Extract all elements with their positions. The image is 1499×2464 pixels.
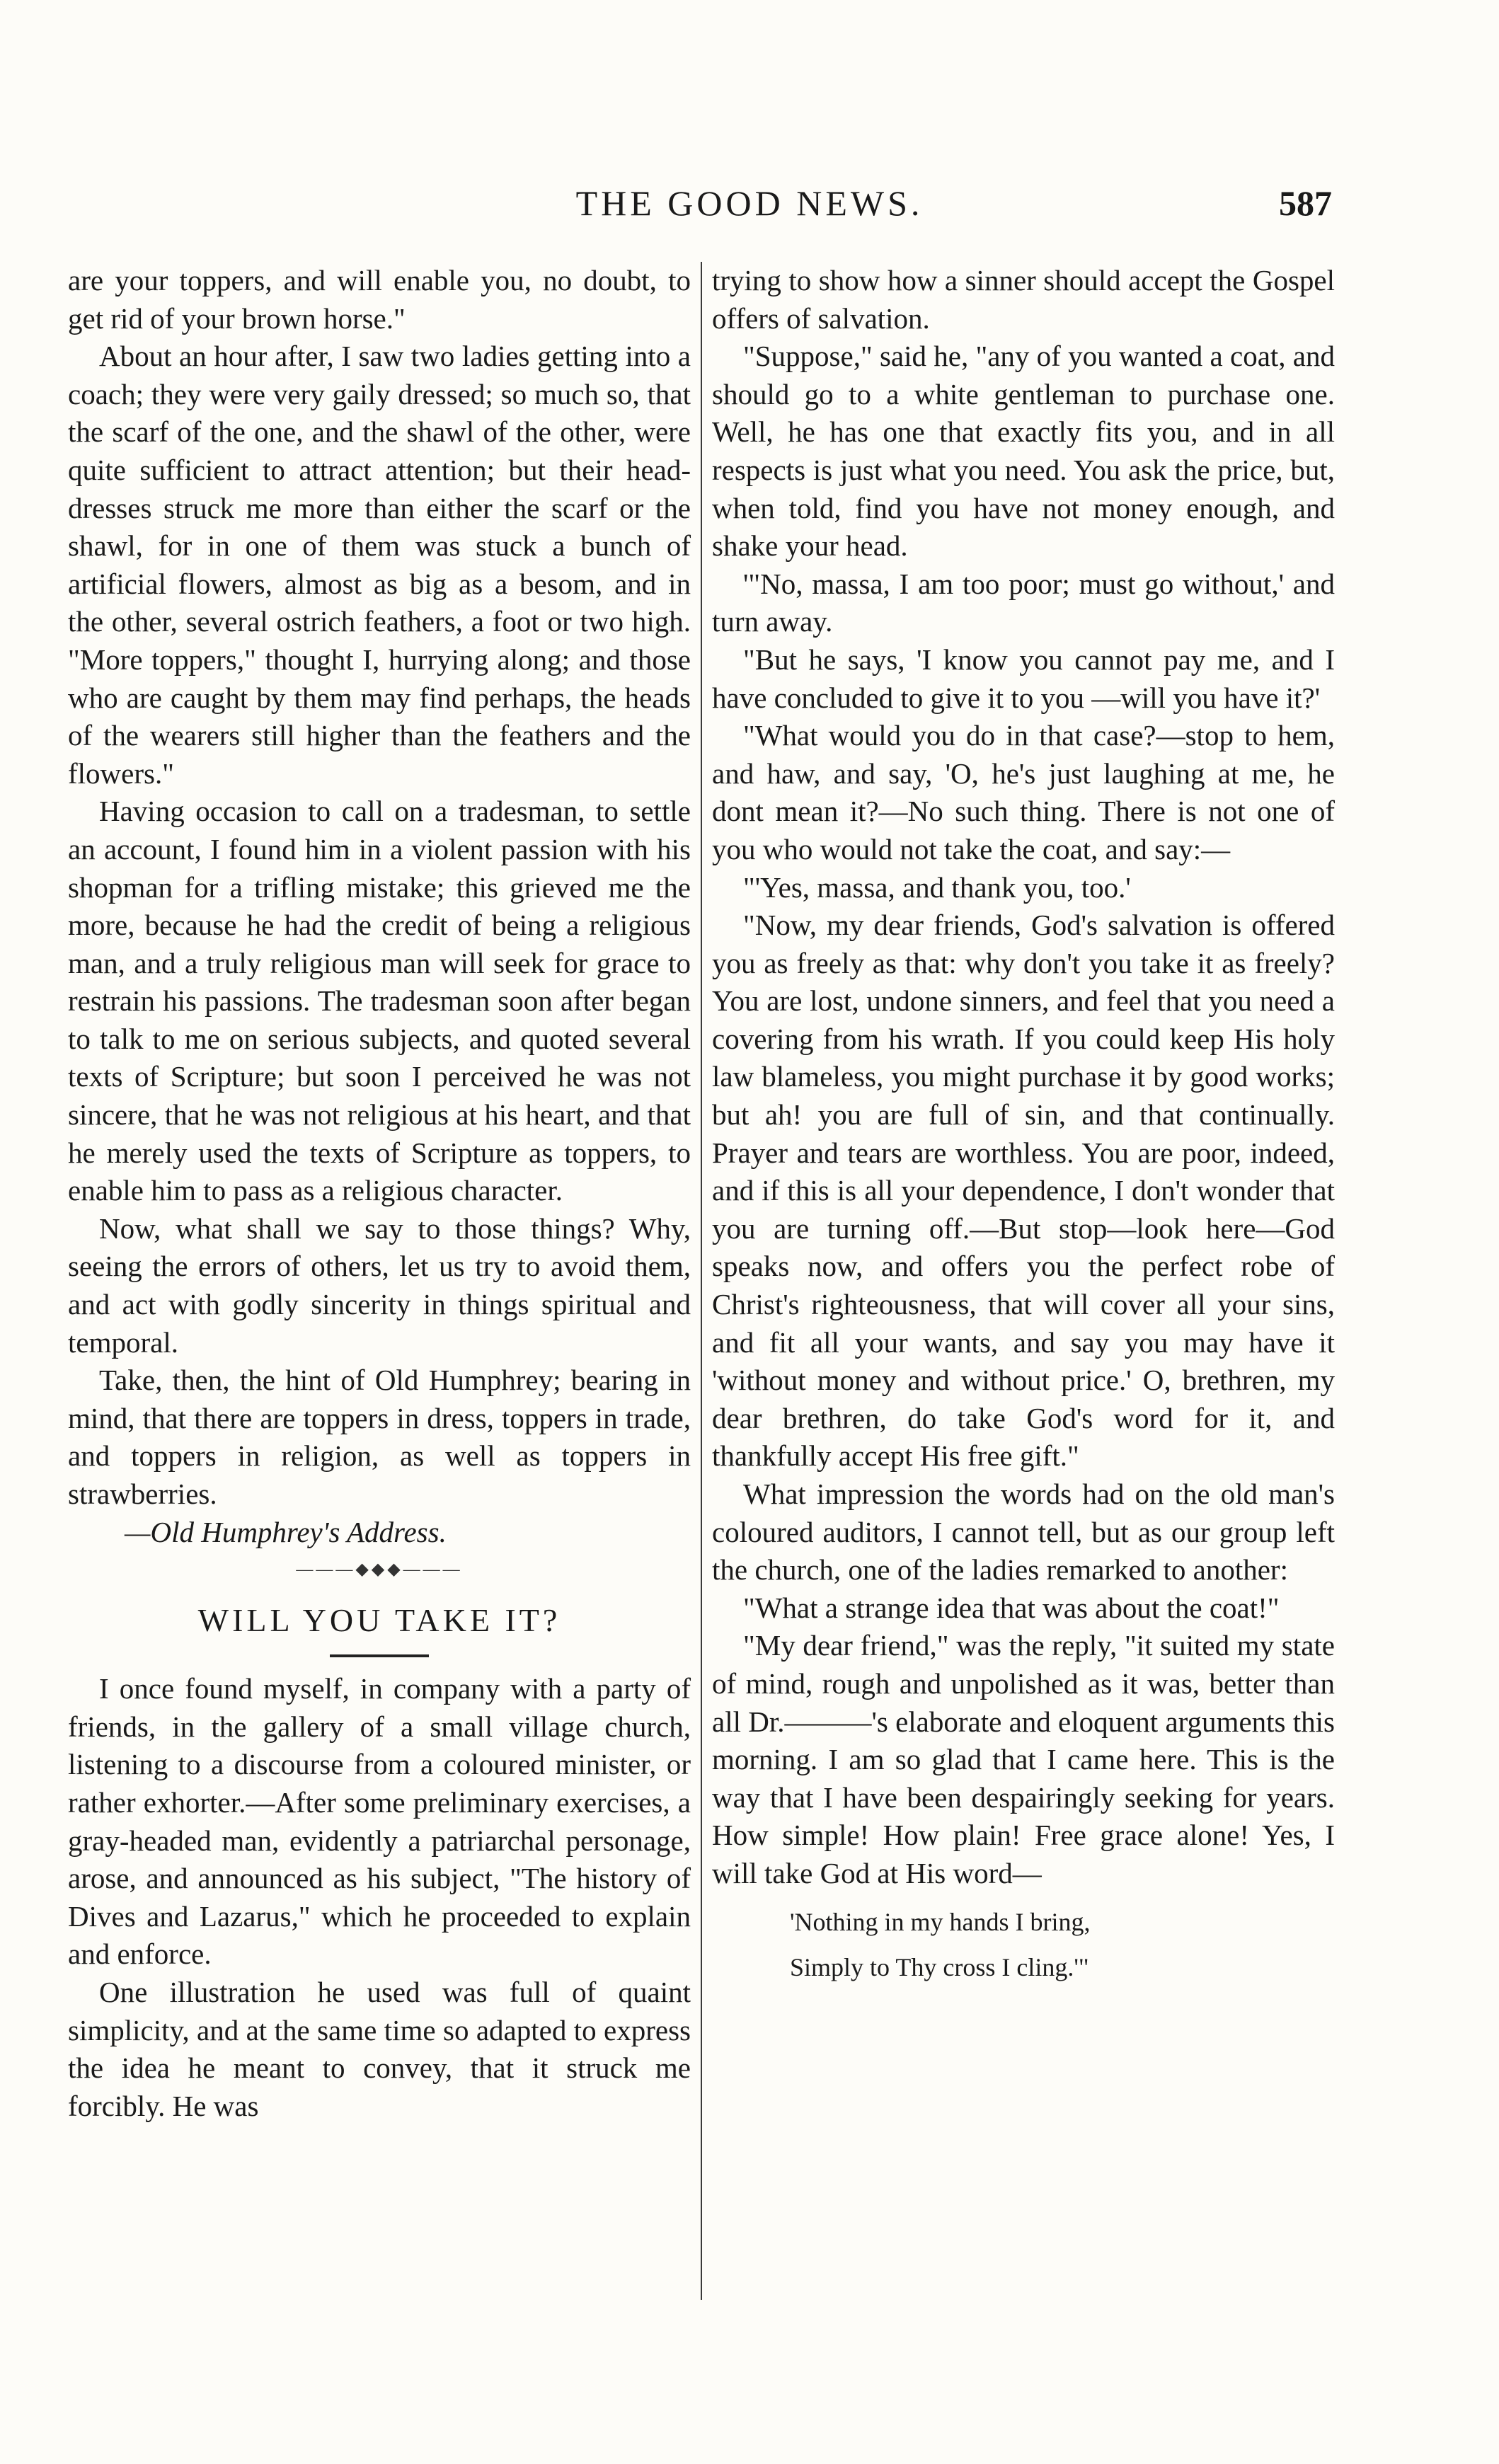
paragraph: are your toppers, and will enable you, no doubt, to get rid of your brown horse."	[68, 264, 691, 335]
paragraph: I once found myself, in company with a party of friends, in the gallery of a small village church, listening to a discourse from a coloured minister, or rather exhorter.—After some preliminary exercises, a gray-headed man, evidently a patriarchal personage, arose, and announced as his subject, "The history of Dives and Lazarus," which he proceeded to explain and enforce.	[68, 1672, 691, 1971]
right-column	[712, 262, 1335, 1984]
paragraph: trying to show how a sinner should accept the Gospel offers of salvation.	[712, 264, 1335, 335]
verse-line: Simply to Thy cross I cling.'"	[790, 1952, 1089, 1981]
column-divider	[701, 262, 702, 2300]
article-divider: ———◆◆◆———	[296, 1560, 463, 1579]
article-title: WILL YOU TAKE IT?	[197, 1602, 561, 1639]
page-number: 587	[1279, 183, 1332, 223]
paragraph: "What a strange idea that was about the coat!"	[743, 1591, 1280, 1624]
publication-title: THE GOOD NEWS.	[575, 183, 924, 223]
paragraph: "Suppose," said he, "any of you wanted a coat, and should go to a white gentleman to purchase one. Well, he has one that exactly fits you, and in all respects is just what you need. You ask the price, but, when told, find you have not money enough, and shake your head.	[712, 340, 1335, 563]
paragraph: Having occasion to call on a tradesman, to settle an account, I found him in a violent passion with his shopman for a trifling mistake; this grieved me the more, because he had the credit of being a religious man, and a truly religious man will seek for grace to restrain his passions. The tradesman soon after began to talk to me on serious subjects, and quoted several texts of Scripture; but soon I perceived he was not sincere, that he was not religious at his heart, and that he merely used the texts of Scripture as toppers, to enable him to pass as a religious character.	[68, 795, 691, 1207]
paragraph: Now, what shall we say to those things? Why, seeing the errors of others, let us try to avoid them, and act with godly sincerity in things spiritual and temporal.	[68, 1211, 691, 1359]
paragraph: "But he says, 'I know you cannot pay me, and I have concluded to give it to you —will you have it?'	[712, 643, 1335, 714]
paragraph: About an hour after, I saw two ladies getting into a coach; they were very gaily dressed; so much so, that the scarf of the one, and the shawl of the other, were quite sufficient to attract attention; but their head-dresses struck me more than either the scarf or the shawl, for in one of them was stuck a bunch of artificial flowers, almost as big as a besom, and in the other, several ostrich feathers, a foot or two high. "More toppers," thought I, hurrying along; and those who are caught by them may find perhaps, the heads of the wearers still higher than the feathers and the flowers."	[68, 340, 691, 790]
paragraph: "Now, my dear friends, God's salvation is offered you as freely as that: why don't you take it as freely? You are lost, undone sinners, and feel that you need a covering from his wrath. If you could keep His holy law blameless, you might purchase it by good works; but ah! you are full of sin, and that continually. Prayer and tears are worthless. You are poor, indeed, and if this is all your dependence, I don't wonder that you are turning off.—But stop—look here—God speaks now, and offers you the perfect robe of Christ's righteousness, that will cover all your sins, and fit all your wants, and say you may have it 'without money and without price.' O, brethren, my dear brethren, do take God's word for it, and thankfully accept His free gift."	[712, 909, 1335, 1473]
paragraph: What impression the words had on the old man's coloured auditors, I cannot tell, but as our group left the church, one of the ladies remarked to another:	[712, 1478, 1335, 1587]
left-column	[68, 262, 691, 2125]
title-rule	[330, 1654, 429, 1657]
paragraph: "My dear friend," was the reply, "it suited my state of mind, rough and unpolished as it was, better than all Dr.———'s elaborate and eloquent arguments this morning. I am so glad that I came here. This is the way that I have been despairingly seeking for years. How simple! How plain! Free grace alone! Yes, I will take God at His word—	[712, 1629, 1335, 1889]
paragraph: "'Yes, massa, and thank you, too.'	[743, 870, 1131, 904]
paragraph: '"No, massa, I am too poor; must go without,' and turn away.	[712, 567, 1335, 638]
paragraph: One illustration he used was full of quaint simplicity, and at the same time so adapted to express the idea he meant to convey, that it struck me forcibly. He was	[68, 1975, 691, 2122]
paragraph: Take, then, the hint of Old Humphrey; bearing in mind, that there are toppers in dress, toppers in trade, and toppers in religion, as well as toppers in strawberries.	[68, 1364, 691, 1510]
verse-line: 'Nothing in my hands I bring,	[790, 1907, 1091, 1936]
article-attribution: —Old Humphrey's Address.	[125, 1515, 447, 1548]
page-header	[0, 178, 1499, 228]
paragraph: "What would you do in that case?—stop to hem, and haw, and say, 'O, he's just laughing at me, he dont mean it?—No such thing. There is not one of you who would not take the coat, and say:—	[712, 719, 1335, 865]
